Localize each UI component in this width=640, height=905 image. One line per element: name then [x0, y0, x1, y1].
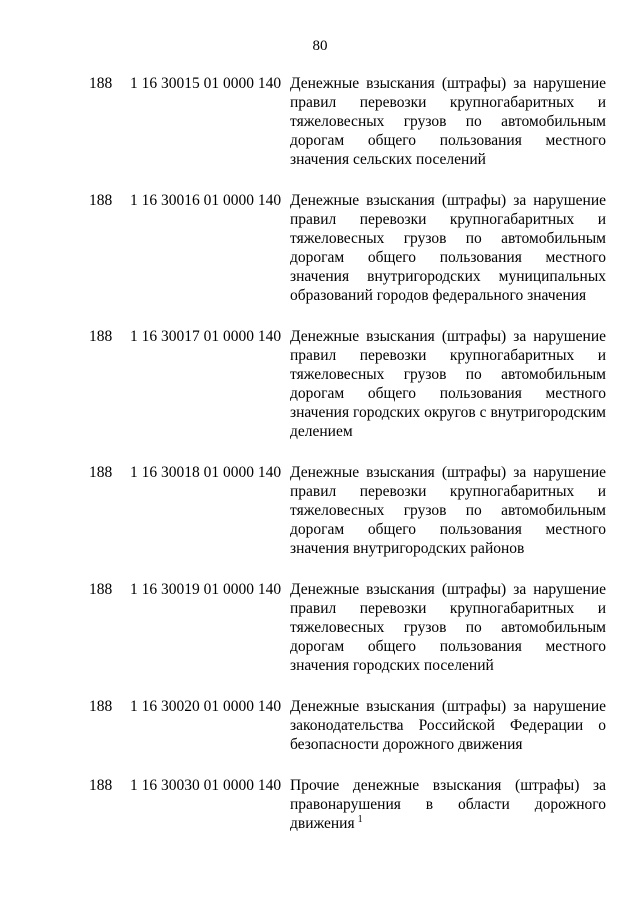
- budget-classification-code: 1 16 30030 01 0000 140: [130, 777, 282, 794]
- budget-classification-code: 1 16 30016 01 0000 140: [130, 192, 282, 209]
- table-row: [0, 697, 640, 754]
- administrator-code: 188: [89, 581, 113, 598]
- budget-classification-code: 1 16 30015 01 0000 140: [130, 75, 282, 92]
- table-row: [0, 74, 640, 169]
- budget-classification-code: 1 16 30019 01 0000 140: [130, 581, 282, 598]
- revenue-description: Прочие денежные взыскания (штрафы) за правонарушения в области дорожного движения $^1$: [290, 777, 606, 832]
- table-row: [0, 580, 640, 675]
- revenue-description: Денежные взыскания (штрафы) за нарушение правил перевозки крупногабаритных и тяжеловесных грузов по автомобильным дорогам общего пользования местного значения внутригородских районов: [290, 464, 606, 557]
- administrator-code: 188: [89, 192, 113, 209]
- revenue-description: Денежные взыскания (штрафы) за нарушение правил перевозки крупногабаритных и тяжеловесных грузов по автомобильным дорогам общего пользования местного значения городских округов с внутригородским делением: [290, 328, 606, 440]
- revenue-description: Денежные взыскания (штрафы) за нарушение правил перевозки крупногабаритных и тяжеловесных грузов по автомобильным дорогам общего пользования местного значения внутригородских муниципальных образований городов федерального значения: [290, 192, 606, 304]
- page-number: 80: [312, 38, 328, 54]
- administrator-code: 188: [89, 328, 113, 345]
- table-row: [0, 776, 640, 833]
- table-row: [0, 463, 640, 558]
- revenue-description: Денежные взыскания (штрафы) за нарушение законодательства Российской Федерации о безопасности дорожного движения: [290, 698, 606, 753]
- administrator-code: 188: [89, 777, 113, 794]
- administrator-code: 188: [89, 698, 113, 715]
- revenue-description: Денежные взыскания (штрафы) за нарушение правил перевозки крупногабаритных и тяжеловесных грузов по автомобильным дорогам общего пользования местного значения сельских поселений: [290, 75, 606, 168]
- revenue-description: Денежные взыскания (штрафы) за нарушение правил перевозки крупногабаритных и тяжеловесных грузов по автомобильным дорогам общего пользования местного значения городских поселений: [290, 581, 606, 674]
- budget-classification-code: 1 16 30020 01 0000 140: [130, 698, 282, 715]
- budget-classification-code: 1 16 30018 01 0000 140: [130, 464, 282, 481]
- table-row: [0, 327, 640, 441]
- table-row: [0, 191, 640, 305]
- administrator-code: 188: [89, 75, 113, 92]
- administrator-code: 188: [89, 464, 113, 481]
- footnote-mark: 1: [357, 813, 363, 825]
- revenue-code-table: [0, 74, 640, 855]
- budget-classification-code: 1 16 30017 01 0000 140: [130, 328, 282, 345]
